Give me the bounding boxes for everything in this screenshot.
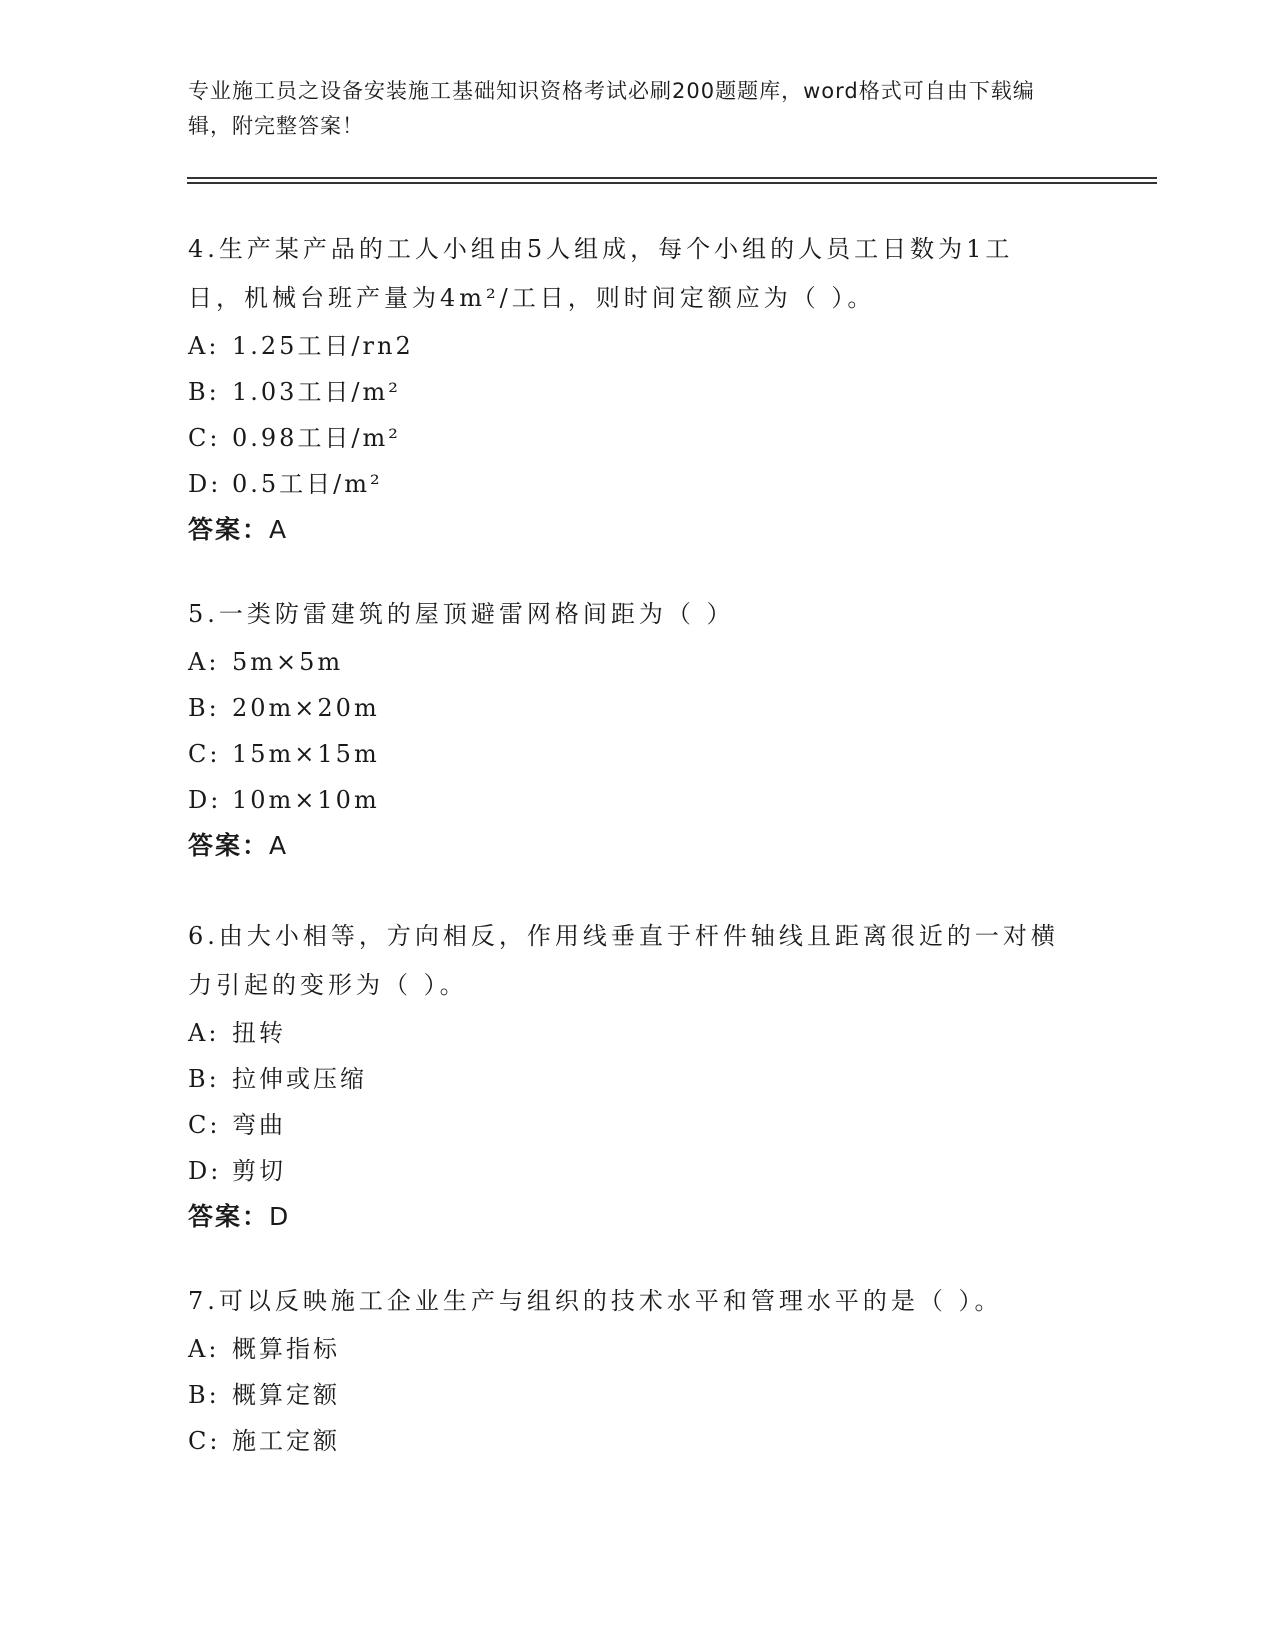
- option-c: [188, 415, 1068, 461]
- option-key: C:: [188, 1111, 221, 1139]
- header-divider-bottom: [187, 182, 1157, 184]
- answer-label: 答案：: [188, 515, 270, 544]
- option-text: 弯曲: [232, 1111, 286, 1139]
- answer-label: 答案：: [188, 831, 270, 860]
- question-stem: 5.一类防雷建筑的屋顶避雷网格间距为（ ）: [188, 600, 735, 628]
- option-b: [188, 685, 1068, 731]
- question-4: [188, 225, 1068, 553]
- option-text: 0.5工日/m²: [232, 470, 383, 498]
- option-b: [188, 1372, 1068, 1418]
- answer-value: D: [269, 1202, 291, 1231]
- option-text: 1.03工日/m²: [232, 378, 401, 406]
- option-text: 拉伸或压缩: [232, 1065, 367, 1093]
- answer-value: A: [269, 515, 289, 544]
- answer-label: 答案：: [188, 1202, 270, 1231]
- option-key: B:: [188, 378, 220, 406]
- option-c: [188, 1418, 1068, 1464]
- option-a: [188, 323, 1068, 369]
- option-text: 施工定额: [232, 1427, 340, 1455]
- option-key: B:: [188, 1381, 220, 1409]
- option-key: A:: [188, 1335, 220, 1363]
- option-key: C:: [188, 1427, 221, 1455]
- option-key: A:: [188, 1019, 220, 1047]
- option-d: [188, 1148, 1068, 1194]
- option-key: D:: [188, 786, 222, 814]
- option-b: [188, 1056, 1068, 1102]
- option-c: [188, 731, 1068, 777]
- question-7: [188, 1277, 1068, 1464]
- option-c: [188, 1102, 1068, 1148]
- option-d: [188, 777, 1068, 823]
- question-5: [188, 590, 1068, 869]
- question-stem: 4.生产某产品的工人小组由5人组成，每个小组的人员工日数为1工日，机械台班产量为4m²/工日，则时间定额应为（ ）。: [188, 235, 1014, 312]
- option-text: 剪切: [232, 1157, 286, 1185]
- question-stem: 7.可以反映施工企业生产与组织的技术水平和管理水平的是（ ）。: [188, 1287, 1003, 1315]
- answer-line: [188, 823, 1068, 869]
- option-key: C:: [188, 424, 221, 452]
- option-text: 10m×10m: [232, 786, 380, 814]
- option-key: B:: [188, 694, 220, 722]
- option-d: [188, 461, 1068, 507]
- option-text: 20m×20m: [232, 694, 380, 722]
- option-text: 1.25工日/rn2: [232, 332, 414, 360]
- option-text: 0.98工日/m²: [232, 424, 401, 452]
- option-key: A:: [188, 332, 220, 360]
- option-a: [188, 639, 1068, 685]
- option-text: 15m×15m: [232, 740, 380, 768]
- option-text: 扭转: [232, 1019, 286, 1047]
- document-header: 专业施工员之设备安装施工基础知识资格考试必刷200题题库，word格式可自由下载编辑，附完整答案！: [188, 79, 1035, 138]
- question-stem: 6.由大小相等，方向相反，作用线垂直于杆件轴线且距离很近的一对横力引起的变形为（ ）。: [188, 922, 1059, 999]
- option-key: B:: [188, 1065, 220, 1093]
- answer-value: A: [269, 831, 289, 860]
- option-key: D:: [188, 470, 222, 498]
- question-6: [188, 912, 1068, 1240]
- option-key: A:: [188, 648, 220, 676]
- option-a: [188, 1010, 1068, 1056]
- option-text: 概算指标: [232, 1335, 340, 1363]
- option-b: [188, 369, 1068, 415]
- option-text: 5m×5m: [232, 648, 344, 676]
- answer-line: [188, 1194, 1068, 1240]
- option-a: [188, 1326, 1068, 1372]
- option-text: 概算定额: [232, 1381, 340, 1409]
- header-divider-top: [187, 177, 1157, 179]
- option-key: C:: [188, 740, 221, 768]
- answer-line: [188, 507, 1068, 553]
- option-key: D:: [188, 1157, 222, 1185]
